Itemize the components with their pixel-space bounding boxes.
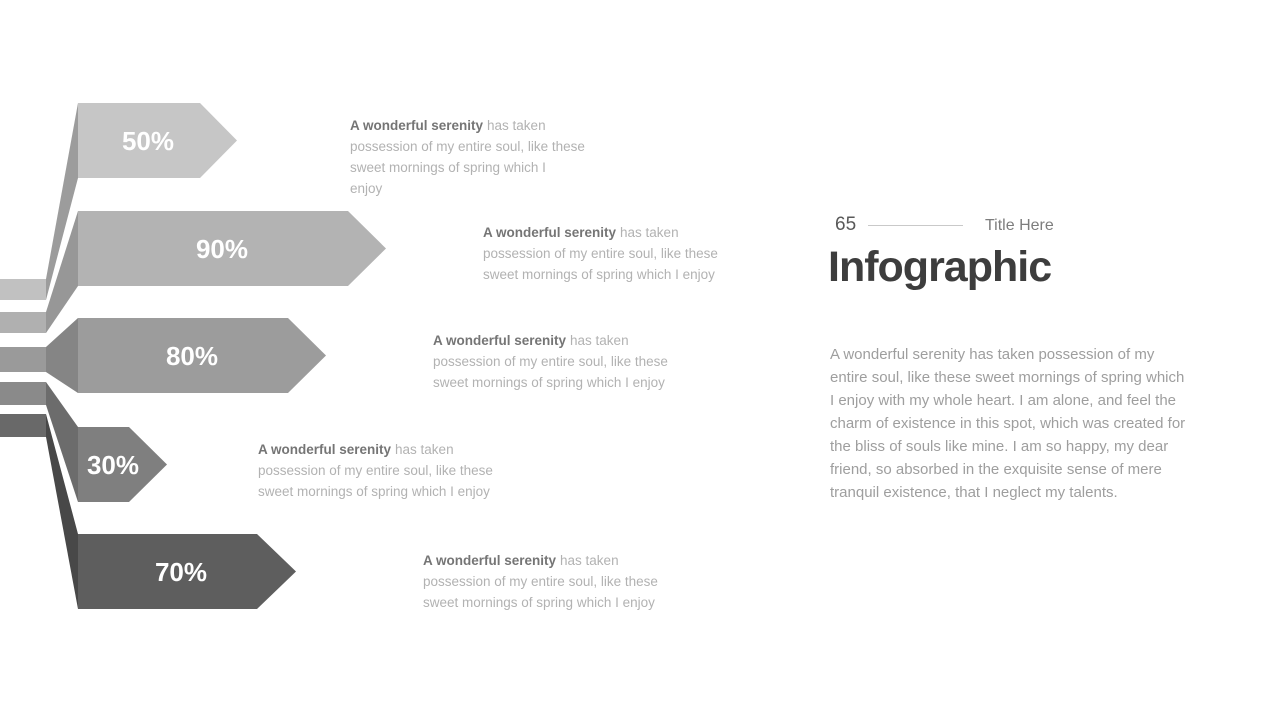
note-text: possession of my entire soul, like these xyxy=(423,574,658,589)
note-text: has taken xyxy=(620,225,679,240)
note-block xyxy=(433,330,703,393)
note-text: sweet mornings of spring which I enjoy xyxy=(423,595,655,610)
note-block xyxy=(423,550,693,613)
percent-label: 70% xyxy=(154,557,208,587)
ribbon-fold xyxy=(46,318,78,393)
left-strip xyxy=(0,312,46,333)
page-title: Infographic xyxy=(828,243,1052,291)
note-block xyxy=(258,439,528,502)
note-text: has taken xyxy=(395,442,454,457)
note-block xyxy=(483,222,753,285)
percent-label: 80% xyxy=(165,341,219,371)
note-block xyxy=(350,115,620,199)
percent-label: 90% xyxy=(195,234,249,264)
note-lead: A wonderful serenity xyxy=(350,118,484,133)
note-text: has taken xyxy=(487,118,546,133)
note-text: sweet mornings of spring which I xyxy=(350,160,546,175)
ribbon-fan-graphic xyxy=(0,0,400,720)
left-strip xyxy=(0,347,46,372)
divider-line xyxy=(868,225,963,226)
kicker-title: Title Here xyxy=(985,217,1054,234)
note-text: possession of my entire soul, like these xyxy=(483,246,718,261)
note-text: enjoy xyxy=(350,181,383,196)
body-paragraph: A wonderful serenity has taken possession of my entire soul, like these sweet mornings of spring which I enjoy with my whole heart. I am alone, and feel the charm of existence in this spot, which was created for the bliss of souls like mine. I am so happy, my dear friend, so absorbed in the exquisite sense of mere tranquil existence, that I neglect my talents. xyxy=(830,346,1186,501)
left-strip xyxy=(0,382,46,405)
note-text: has taken xyxy=(560,553,619,568)
note-text: possession of my entire soul, like these xyxy=(433,354,668,369)
note-lead: A wonderful serenity xyxy=(423,553,557,568)
left-strip xyxy=(0,279,46,300)
note-text: sweet mornings of spring which I enjoy xyxy=(433,375,665,390)
note-text: sweet mornings of spring which I enjoy xyxy=(483,267,715,282)
note-lead: A wonderful serenity xyxy=(258,442,392,457)
percent-label: 50% xyxy=(121,126,175,156)
note-text: sweet mornings of spring which I enjoy xyxy=(258,484,490,499)
percent-label: 30% xyxy=(86,450,140,480)
left-strip xyxy=(0,414,46,437)
note-lead: A wonderful serenity xyxy=(433,333,567,348)
note-text: has taken xyxy=(570,333,629,348)
note-text: possession of my entire soul, like these xyxy=(350,139,585,154)
note-text: possession of my entire soul, like these xyxy=(258,463,493,478)
section-number: 65 xyxy=(835,214,857,235)
note-lead: A wonderful serenity xyxy=(483,225,617,240)
